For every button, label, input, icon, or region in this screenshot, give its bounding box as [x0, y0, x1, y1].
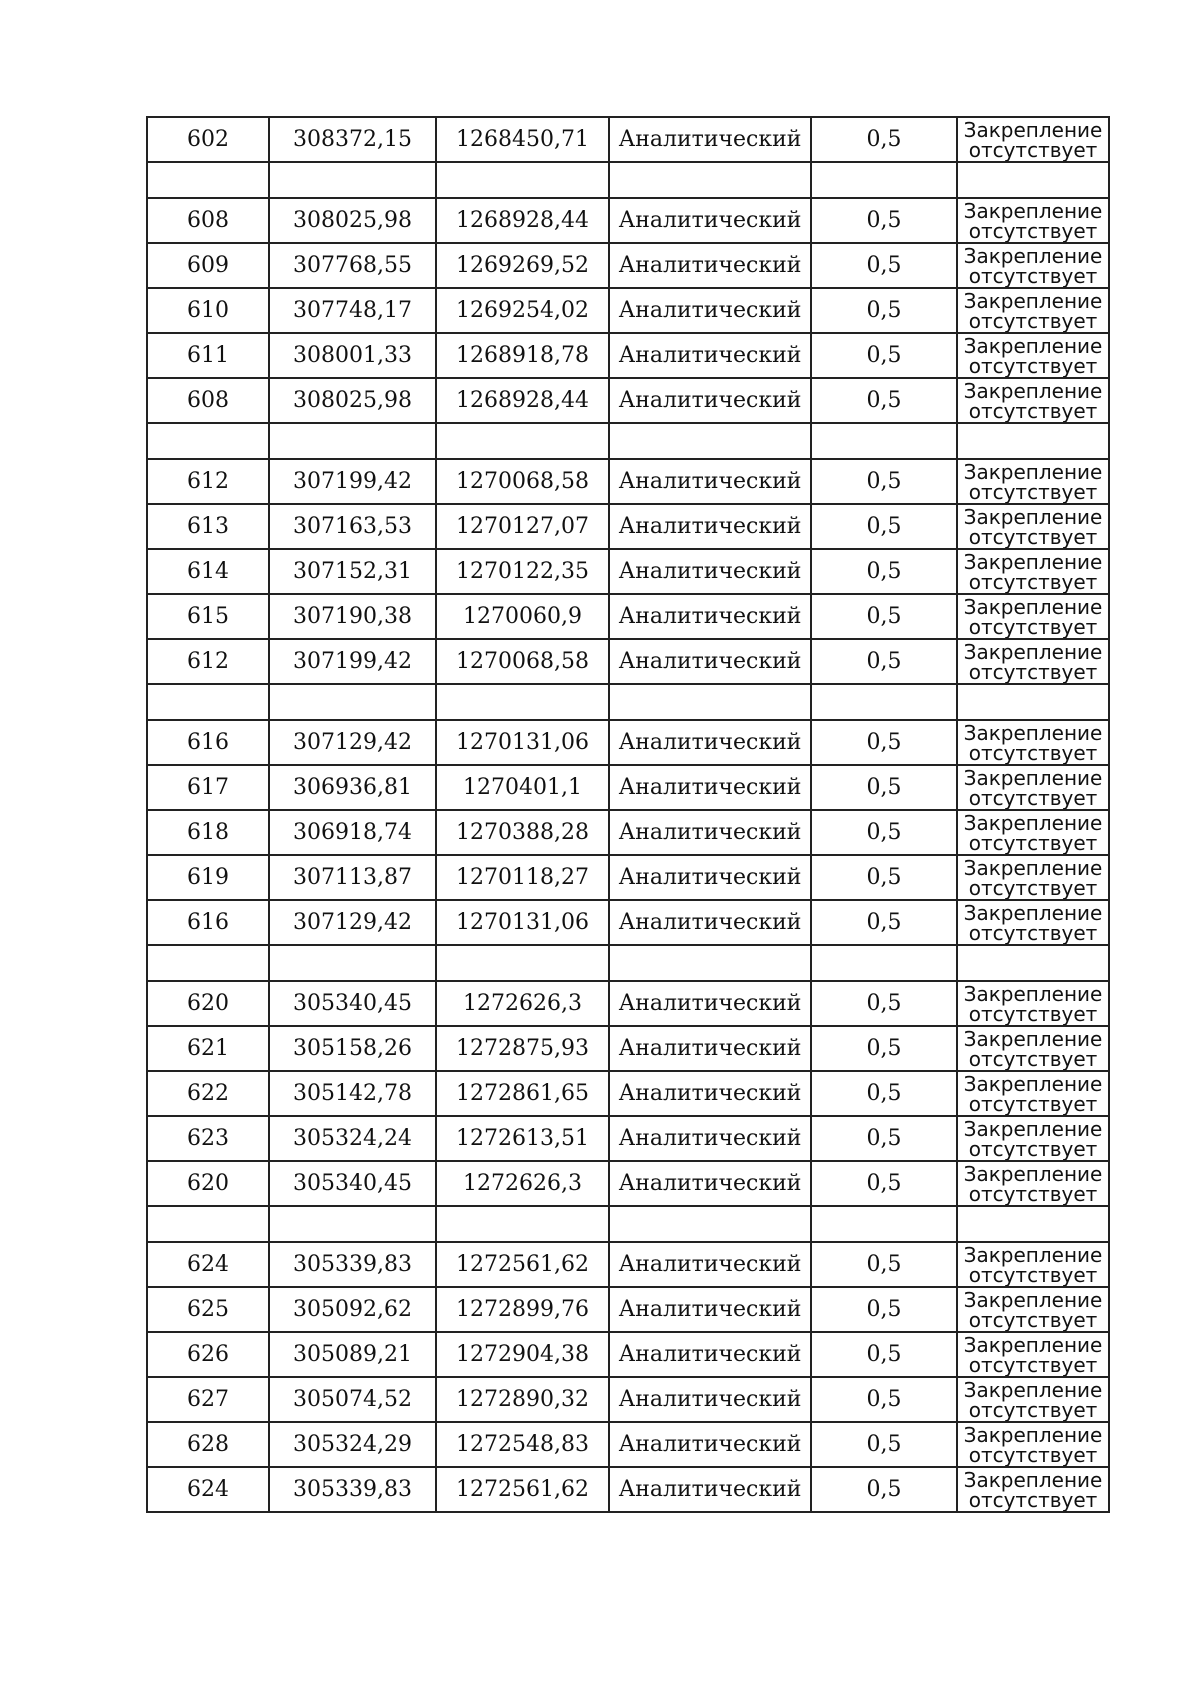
note-cell — [957, 810, 1109, 855]
coordinate-y-cell: 1270122,35 — [436, 549, 609, 594]
accuracy-cell: 0,5 — [811, 333, 957, 378]
empty-cell — [609, 1206, 811, 1242]
table-row — [147, 1161, 1109, 1206]
point-number-cell: 615 — [147, 594, 269, 639]
coordinate-x-cell: 307163,53 — [269, 504, 436, 549]
accuracy-cell: 0,5 — [811, 1377, 957, 1422]
note-cell — [957, 1161, 1109, 1206]
point-number-cell: 620 — [147, 1161, 269, 1206]
table-row — [147, 1287, 1109, 1332]
table-row — [147, 594, 1109, 639]
note-line: Закрепление — [963, 639, 1103, 664]
empty-cell — [957, 162, 1109, 198]
point-number-cell: 627 — [147, 1377, 269, 1422]
separator-row — [147, 423, 1109, 459]
point-number-cell: 610 — [147, 288, 269, 333]
note-line: отсутствует — [968, 740, 1098, 765]
coordinate-y-cell: 1268928,44 — [436, 378, 609, 423]
coordinate-y-cell: 1272548,83 — [436, 1422, 609, 1467]
note-line: отсутствует — [968, 218, 1098, 243]
table-row — [147, 1116, 1109, 1161]
method-cell: Аналитический — [609, 639, 811, 684]
note-cell — [957, 378, 1109, 423]
note-line: Закрепление — [963, 333, 1103, 358]
note-cell — [957, 1377, 1109, 1422]
method-cell: Аналитический — [609, 1071, 811, 1116]
accuracy-cell: 0,5 — [811, 855, 957, 900]
note-cell — [957, 765, 1109, 810]
empty-cell — [269, 423, 436, 459]
note-line: Закрепление — [963, 1242, 1103, 1267]
point-number-cell: 612 — [147, 459, 269, 504]
point-number-cell: 620 — [147, 981, 269, 1026]
coordinate-x-cell: 305340,45 — [269, 1161, 436, 1206]
method-cell: Аналитический — [609, 459, 811, 504]
note-cell — [957, 1242, 1109, 1287]
note-line: отсутствует — [968, 830, 1098, 855]
note-line: отсутствует — [968, 659, 1098, 684]
coordinate-y-cell: 1272890,32 — [436, 1377, 609, 1422]
method-cell: Аналитический — [609, 1332, 811, 1377]
empty-cell — [957, 423, 1109, 459]
coordinate-x-cell: 305340,45 — [269, 981, 436, 1026]
table-row — [147, 504, 1109, 549]
coordinate-x-cell: 308025,98 — [269, 378, 436, 423]
coordinates-table — [146, 116, 1110, 1513]
table-row — [147, 333, 1109, 378]
empty-cell — [147, 162, 269, 198]
coordinate-y-cell: 1272561,62 — [436, 1242, 609, 1287]
note-line: Закрепление — [963, 1332, 1103, 1357]
coordinate-x-cell: 307199,42 — [269, 459, 436, 504]
method-cell: Аналитический — [609, 504, 811, 549]
coordinate-y-cell: 1268918,78 — [436, 333, 609, 378]
empty-cell — [811, 1206, 957, 1242]
coordinate-y-cell: 1270131,06 — [436, 900, 609, 945]
note-line: Закрепление — [963, 1071, 1103, 1096]
accuracy-cell: 0,5 — [811, 1071, 957, 1116]
accuracy-cell: 0,5 — [811, 198, 957, 243]
coordinate-x-cell: 307748,17 — [269, 288, 436, 333]
table-row — [147, 288, 1109, 333]
note-line: отсутствует — [968, 785, 1098, 810]
point-number-cell: 626 — [147, 1332, 269, 1377]
coordinate-y-cell: 1269269,52 — [436, 243, 609, 288]
point-number-cell: 619 — [147, 855, 269, 900]
method-cell: Аналитический — [609, 1422, 811, 1467]
method-cell: Аналитический — [609, 243, 811, 288]
accuracy-cell: 0,5 — [811, 981, 957, 1026]
note-cell — [957, 504, 1109, 549]
coordinate-x-cell: 307129,42 — [269, 900, 436, 945]
accuracy-cell: 0,5 — [811, 1161, 957, 1206]
note-line: Закрепление — [963, 1377, 1103, 1402]
note-cell — [957, 1332, 1109, 1377]
note-line: Закрепление — [963, 243, 1103, 268]
method-cell: Аналитический — [609, 1026, 811, 1071]
note-line: отсутствует — [968, 1136, 1098, 1161]
note-cell — [957, 594, 1109, 639]
table-row — [147, 1242, 1109, 1287]
note-line: Закрепление — [963, 198, 1103, 223]
coordinate-y-cell: 1270060,9 — [436, 594, 609, 639]
coordinate-y-cell: 1270127,07 — [436, 504, 609, 549]
coordinate-y-cell: 1272561,62 — [436, 1467, 609, 1512]
note-line: отсутствует — [968, 1307, 1098, 1332]
method-cell: Аналитический — [609, 549, 811, 594]
coordinate-y-cell: 1270131,06 — [436, 720, 609, 765]
coordinate-x-cell: 305339,83 — [269, 1467, 436, 1512]
coordinate-y-cell: 1272875,93 — [436, 1026, 609, 1071]
coordinate-y-cell: 1272626,3 — [436, 1161, 609, 1206]
method-cell: Аналитический — [609, 1467, 811, 1512]
coordinate-x-cell: 307129,42 — [269, 720, 436, 765]
point-number-cell: 623 — [147, 1116, 269, 1161]
coordinate-x-cell: 305074,52 — [269, 1377, 436, 1422]
accuracy-cell: 0,5 — [811, 765, 957, 810]
coordinate-y-cell: 1270068,58 — [436, 459, 609, 504]
coordinate-y-cell: 1272899,76 — [436, 1287, 609, 1332]
note-line: Закрепление — [963, 549, 1103, 574]
coordinate-y-cell: 1270388,28 — [436, 810, 609, 855]
note-line: Закрепление — [963, 1422, 1103, 1447]
empty-cell — [147, 945, 269, 981]
accuracy-cell: 0,5 — [811, 1422, 957, 1467]
coordinate-y-cell: 1270118,27 — [436, 855, 609, 900]
point-number-cell: 628 — [147, 1422, 269, 1467]
accuracy-cell: 0,5 — [811, 900, 957, 945]
table-row — [147, 639, 1109, 684]
point-number-cell: 617 — [147, 765, 269, 810]
note-line: отсутствует — [968, 1397, 1098, 1422]
method-cell: Аналитический — [609, 198, 811, 243]
note-line: отсутствует — [968, 569, 1098, 594]
empty-cell — [147, 684, 269, 720]
note-line: отсутствует — [968, 398, 1098, 423]
table-row — [147, 459, 1109, 504]
note-line: отсутствует — [968, 263, 1098, 288]
coordinate-x-cell: 305324,29 — [269, 1422, 436, 1467]
table-body — [147, 117, 1109, 1512]
coordinate-y-cell: 1272904,38 — [436, 1332, 609, 1377]
table-row — [147, 549, 1109, 594]
note-line: Закрепление — [963, 1467, 1103, 1492]
point-number-cell: 616 — [147, 720, 269, 765]
accuracy-cell: 0,5 — [811, 1467, 957, 1512]
note-line: отсутствует — [968, 1046, 1098, 1071]
separator-row — [147, 162, 1109, 198]
note-line: отсутствует — [968, 1262, 1098, 1287]
accuracy-cell: 0,5 — [811, 1116, 957, 1161]
note-line: отсутствует — [968, 1442, 1098, 1467]
accuracy-cell: 0,5 — [811, 810, 957, 855]
note-line: отсутствует — [968, 875, 1098, 900]
method-cell: Аналитический — [609, 1377, 811, 1422]
note-line: отсутствует — [968, 308, 1098, 333]
table-row — [147, 900, 1109, 945]
empty-cell — [269, 684, 436, 720]
coordinate-x-cell: 308025,98 — [269, 198, 436, 243]
empty-cell — [269, 1206, 436, 1242]
accuracy-cell: 0,5 — [811, 378, 957, 423]
empty-cell — [609, 684, 811, 720]
note-line: отсутствует — [968, 1181, 1098, 1206]
note-line: отсутствует — [968, 524, 1098, 549]
empty-cell — [436, 1206, 609, 1242]
note-cell — [957, 981, 1109, 1026]
method-cell: Аналитический — [609, 1116, 811, 1161]
table-row — [147, 855, 1109, 900]
method-cell: Аналитический — [609, 288, 811, 333]
accuracy-cell: 0,5 — [811, 459, 957, 504]
separator-row — [147, 1206, 1109, 1242]
note-line: Закрепление — [963, 504, 1103, 529]
note-line: отсутствует — [968, 479, 1098, 504]
note-line: Закрепление — [963, 810, 1103, 835]
coordinate-y-cell: 1269254,02 — [436, 288, 609, 333]
coordinate-y-cell: 1272613,51 — [436, 1116, 609, 1161]
table-row — [147, 1422, 1109, 1467]
coordinate-x-cell: 307199,42 — [269, 639, 436, 684]
note-cell — [957, 243, 1109, 288]
point-number-cell: 621 — [147, 1026, 269, 1071]
coordinate-x-cell: 308001,33 — [269, 333, 436, 378]
empty-cell — [811, 945, 957, 981]
accuracy-cell: 0,5 — [811, 720, 957, 765]
note-line: Закрепление — [963, 900, 1103, 925]
accuracy-cell: 0,5 — [811, 1242, 957, 1287]
point-number-cell: 613 — [147, 504, 269, 549]
coordinate-x-cell: 306918,74 — [269, 810, 436, 855]
table-row — [147, 198, 1109, 243]
note-cell — [957, 639, 1109, 684]
method-cell: Аналитический — [609, 810, 811, 855]
note-line: Закрепление — [963, 288, 1103, 313]
method-cell: Аналитический — [609, 1287, 811, 1332]
coordinate-x-cell: 305142,78 — [269, 1071, 436, 1116]
empty-cell — [811, 162, 957, 198]
empty-cell — [957, 1206, 1109, 1242]
note-line: Закрепление — [963, 117, 1103, 142]
note-cell — [957, 333, 1109, 378]
empty-cell — [609, 162, 811, 198]
table-row — [147, 117, 1109, 162]
note-cell — [957, 855, 1109, 900]
accuracy-cell: 0,5 — [811, 1332, 957, 1377]
method-cell: Аналитический — [609, 900, 811, 945]
coordinate-x-cell: 306936,81 — [269, 765, 436, 810]
point-number-cell: 608 — [147, 198, 269, 243]
note-cell — [957, 1071, 1109, 1116]
method-cell: Аналитический — [609, 765, 811, 810]
empty-cell — [269, 162, 436, 198]
point-number-cell: 609 — [147, 243, 269, 288]
point-number-cell: 624 — [147, 1467, 269, 1512]
accuracy-cell: 0,5 — [811, 1287, 957, 1332]
empty-cell — [436, 945, 609, 981]
note-line: отсутствует — [968, 614, 1098, 639]
empty-cell — [436, 162, 609, 198]
point-number-cell: 608 — [147, 378, 269, 423]
accuracy-cell: 0,5 — [811, 117, 957, 162]
table-row — [147, 720, 1109, 765]
empty-cell — [811, 423, 957, 459]
coordinate-x-cell: 307768,55 — [269, 243, 436, 288]
note-cell — [957, 117, 1109, 162]
note-cell — [957, 459, 1109, 504]
table-row — [147, 1071, 1109, 1116]
note-line: Закрепление — [963, 765, 1103, 790]
point-number-cell: 625 — [147, 1287, 269, 1332]
coordinate-y-cell: 1272626,3 — [436, 981, 609, 1026]
method-cell: Аналитический — [609, 1161, 811, 1206]
method-cell: Аналитический — [609, 981, 811, 1026]
coordinate-y-cell: 1268450,71 — [436, 117, 609, 162]
empty-cell — [147, 1206, 269, 1242]
table-row — [147, 981, 1109, 1026]
accuracy-cell: 0,5 — [811, 549, 957, 594]
table-row — [147, 765, 1109, 810]
note-cell — [957, 1287, 1109, 1332]
point-number-cell: 612 — [147, 639, 269, 684]
note-line: Закрепление — [963, 594, 1103, 619]
accuracy-cell: 0,5 — [811, 1026, 957, 1071]
point-number-cell: 616 — [147, 900, 269, 945]
method-cell: Аналитический — [609, 720, 811, 765]
empty-cell — [436, 684, 609, 720]
empty-cell — [609, 423, 811, 459]
note-line: Закрепление — [963, 720, 1103, 745]
method-cell: Аналитический — [609, 1242, 811, 1287]
method-cell: Аналитический — [609, 117, 811, 162]
note-line: Закрепление — [963, 981, 1103, 1006]
note-line: Закрепление — [963, 378, 1103, 403]
accuracy-cell: 0,5 — [811, 243, 957, 288]
coordinate-x-cell: 307190,38 — [269, 594, 436, 639]
separator-row — [147, 684, 1109, 720]
accuracy-cell: 0,5 — [811, 639, 957, 684]
note-line: Закрепление — [963, 1116, 1103, 1141]
note-line: Закрепление — [963, 1287, 1103, 1312]
point-number-cell: 602 — [147, 117, 269, 162]
coordinate-x-cell: 307113,87 — [269, 855, 436, 900]
note-cell — [957, 1467, 1109, 1512]
coordinate-x-cell: 305158,26 — [269, 1026, 436, 1071]
note-cell — [957, 720, 1109, 765]
accuracy-cell: 0,5 — [811, 504, 957, 549]
note-cell — [957, 1026, 1109, 1071]
accuracy-cell: 0,5 — [811, 288, 957, 333]
method-cell: Аналитический — [609, 333, 811, 378]
separator-row — [147, 945, 1109, 981]
coordinate-y-cell: 1270401,1 — [436, 765, 609, 810]
method-cell: Аналитический — [609, 855, 811, 900]
note-cell — [957, 549, 1109, 594]
point-number-cell: 614 — [147, 549, 269, 594]
note-line: Закрепление — [963, 1161, 1103, 1186]
empty-cell — [609, 945, 811, 981]
note-line: Закрепление — [963, 855, 1103, 880]
empty-cell — [147, 423, 269, 459]
point-number-cell: 611 — [147, 333, 269, 378]
table-row — [147, 1026, 1109, 1071]
table-row — [147, 1332, 1109, 1377]
note-line: отсутствует — [968, 1001, 1098, 1026]
note-line: Закрепление — [963, 459, 1103, 484]
note-line: отсутствует — [968, 1352, 1098, 1377]
note-line: отсутствует — [968, 1487, 1098, 1512]
coordinate-x-cell: 305092,62 — [269, 1287, 436, 1332]
note-cell — [957, 1116, 1109, 1161]
empty-cell — [957, 945, 1109, 981]
note-line: отсутствует — [968, 920, 1098, 945]
coordinate-y-cell: 1272861,65 — [436, 1071, 609, 1116]
coordinate-y-cell: 1268928,44 — [436, 198, 609, 243]
note-cell — [957, 900, 1109, 945]
empty-cell — [269, 945, 436, 981]
note-cell — [957, 198, 1109, 243]
note-cell — [957, 288, 1109, 333]
empty-cell — [436, 423, 609, 459]
note-line: отсутствует — [968, 1091, 1098, 1116]
coordinate-x-cell: 308372,15 — [269, 117, 436, 162]
accuracy-cell: 0,5 — [811, 594, 957, 639]
coordinate-x-cell: 305089,21 — [269, 1332, 436, 1377]
coordinate-x-cell: 305324,24 — [269, 1116, 436, 1161]
coordinate-x-cell: 305339,83 — [269, 1242, 436, 1287]
point-number-cell: 624 — [147, 1242, 269, 1287]
coordinate-x-cell: 307152,31 — [269, 549, 436, 594]
point-number-cell: 618 — [147, 810, 269, 855]
note-line: отсутствует — [968, 353, 1098, 378]
point-number-cell: 622 — [147, 1071, 269, 1116]
empty-cell — [811, 684, 957, 720]
table-row — [147, 1467, 1109, 1512]
note-line: отсутствует — [968, 137, 1098, 162]
note-line: Закрепление — [963, 1026, 1103, 1051]
method-cell: Аналитический — [609, 378, 811, 423]
empty-cell — [957, 684, 1109, 720]
note-cell — [957, 1422, 1109, 1467]
table-row — [147, 378, 1109, 423]
coordinate-y-cell: 1270068,58 — [436, 639, 609, 684]
table-row — [147, 1377, 1109, 1422]
method-cell: Аналитический — [609, 594, 811, 639]
table-row — [147, 243, 1109, 288]
table-row — [147, 810, 1109, 855]
